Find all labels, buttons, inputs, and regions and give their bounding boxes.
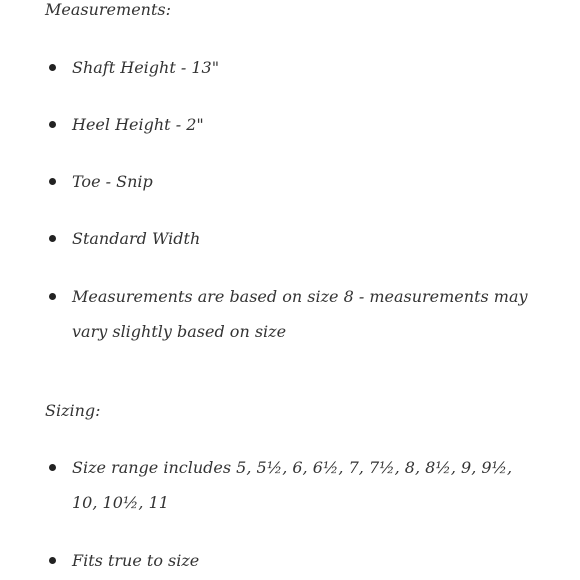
measurement-toe: Toe - Snip (72, 172, 153, 191)
bullet-icon (49, 293, 56, 300)
bullet-icon (49, 178, 56, 185)
bullet-icon (49, 64, 56, 71)
sizing-heading: Sizing: (45, 401, 101, 420)
bullet-icon (49, 464, 56, 471)
bullet-icon (49, 557, 56, 564)
measurement-heel-height: Heel Height - 2" (72, 115, 204, 134)
measurements-heading: Measurements: (45, 0, 171, 19)
measurement-note: Measurements are based on size 8 - measurements may vary slightly based on size (72, 287, 528, 341)
measurement-shaft-height: Shaft Height - 13" (72, 58, 220, 77)
measurement-width: Standard Width (72, 229, 201, 248)
fit-note: Fits true to size (72, 551, 200, 570)
bullet-icon (49, 235, 56, 242)
size-range: Size range includes 5, 5½, 6, 6½, 7, 7½, 8, 8½, 9, 9½, 10, 10½, 11 (72, 458, 513, 512)
bullet-icon (49, 121, 56, 128)
